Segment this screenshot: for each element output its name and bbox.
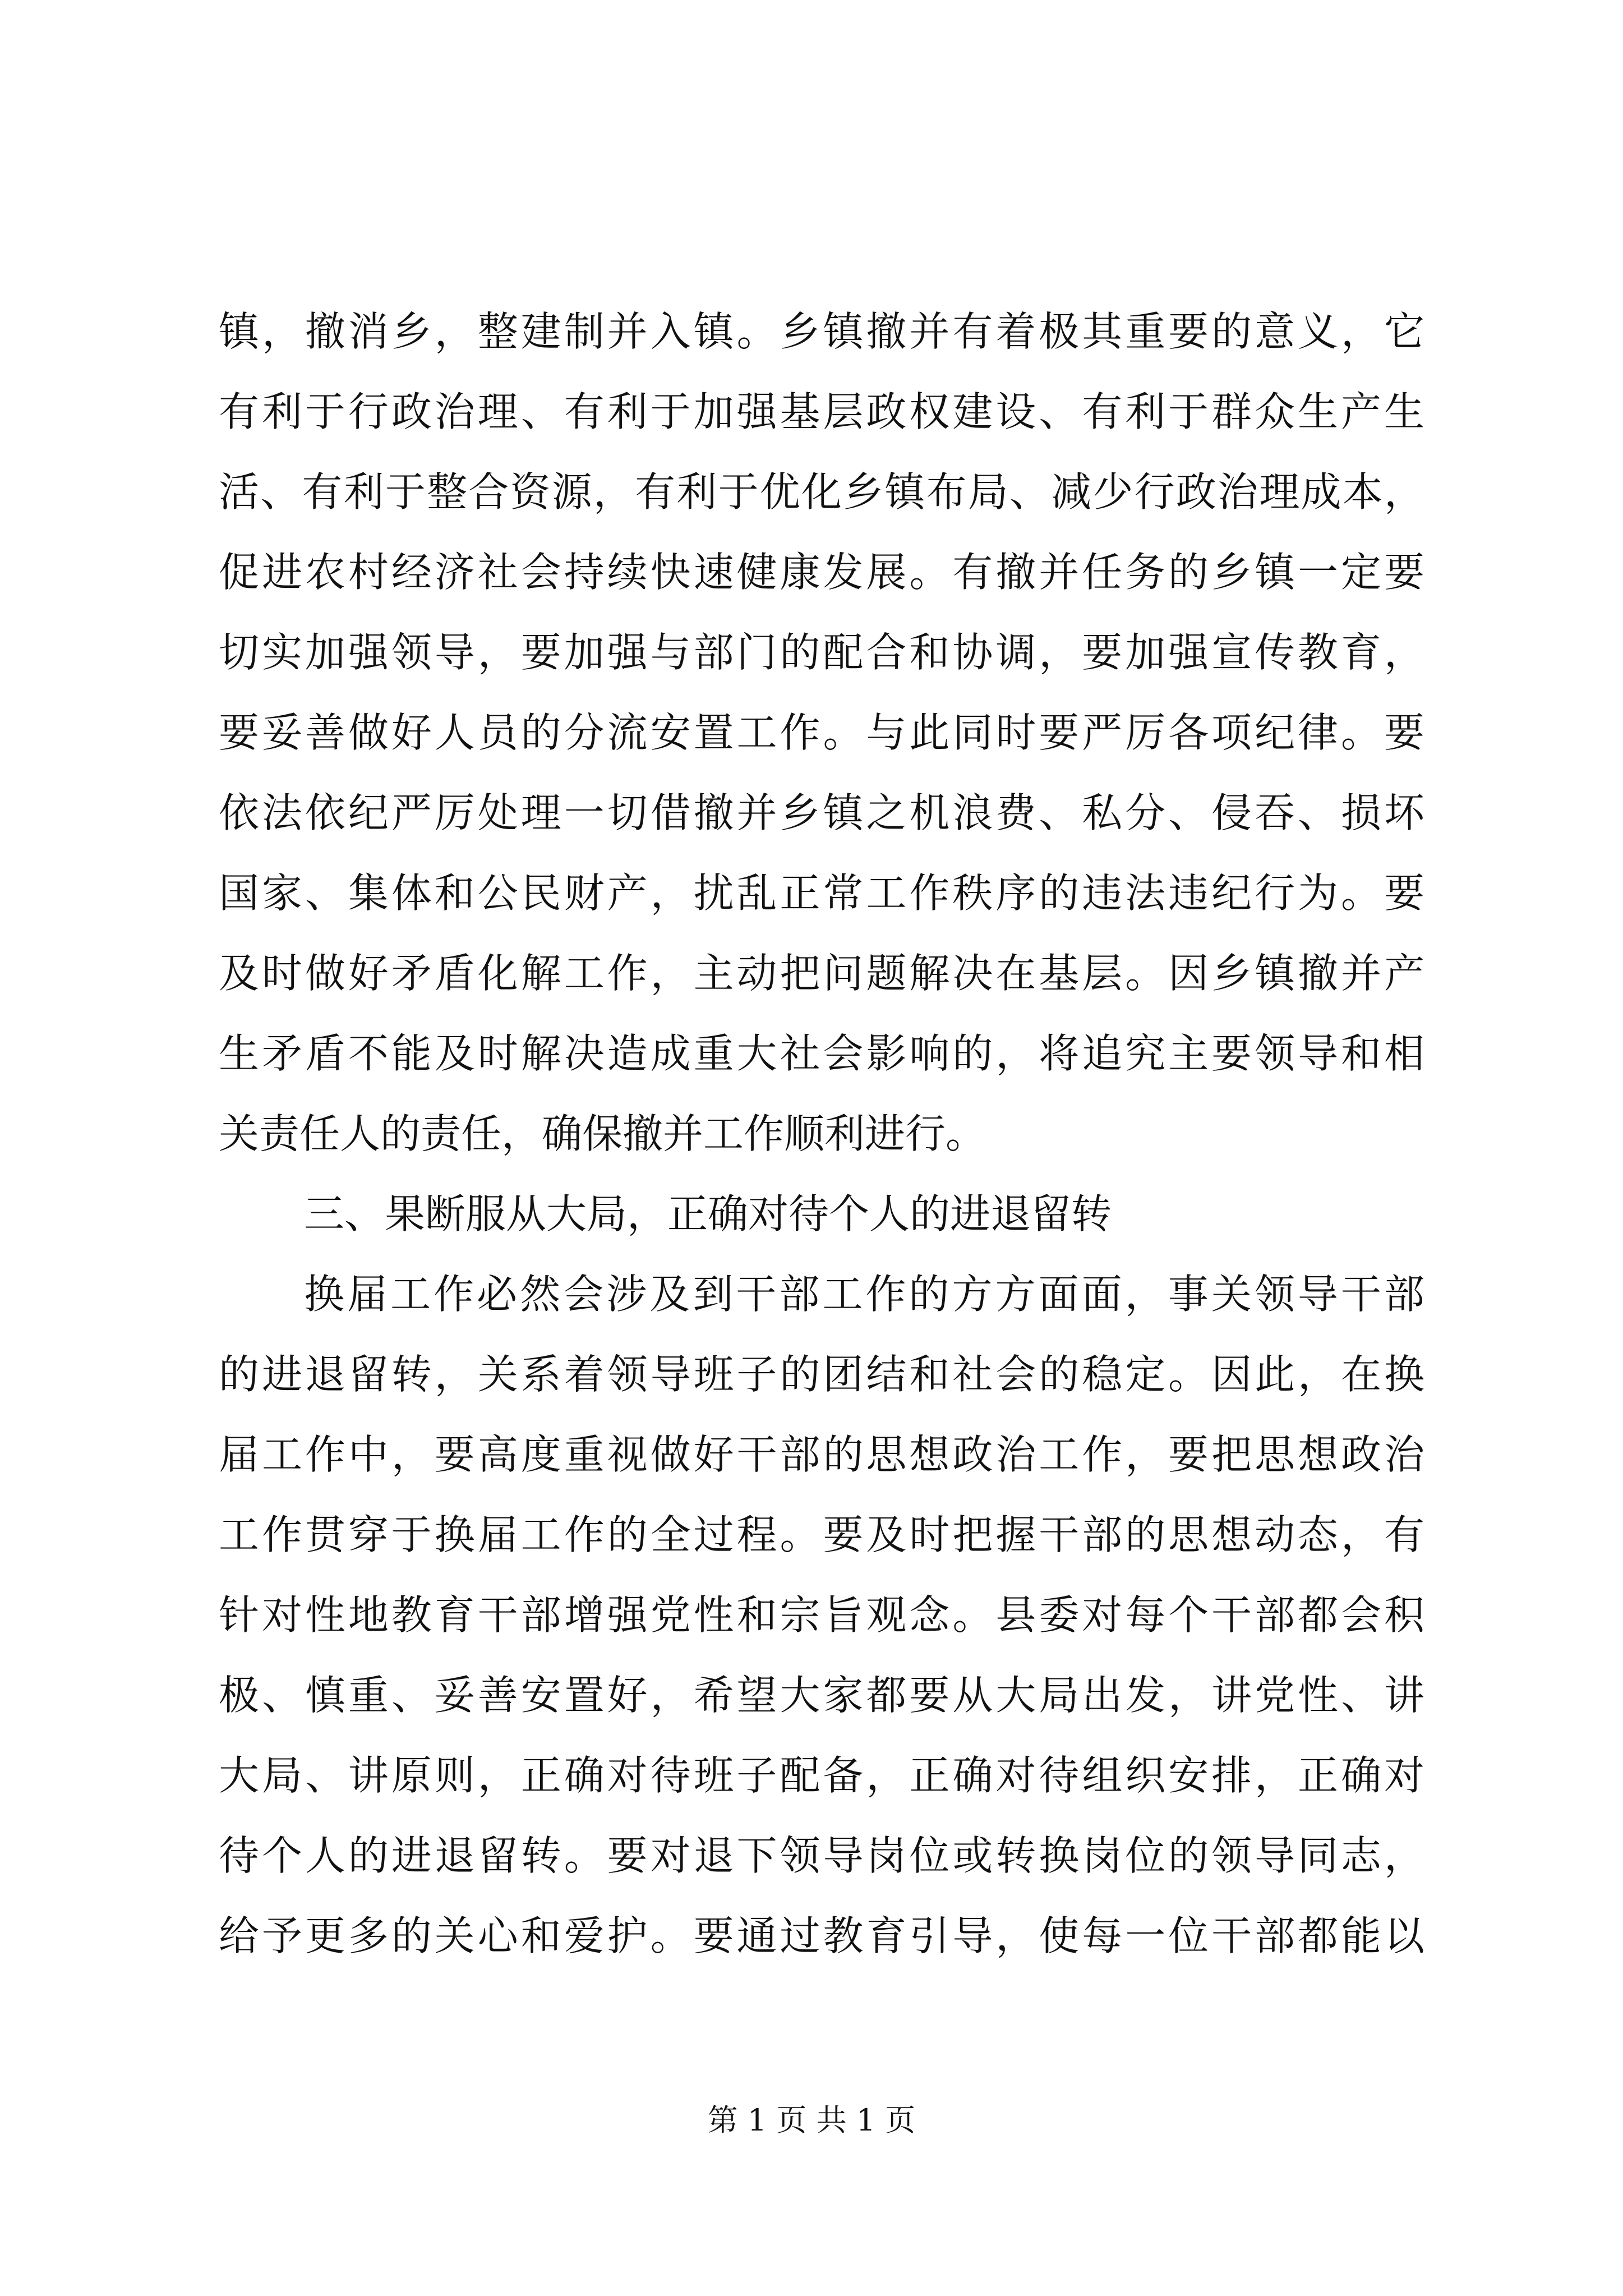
text-line: 生矛盾不能及时解决造成重大社会影响的，将追究主要领导和相 <box>219 1030 1424 1077</box>
text-line: 待个人的进退留转。要对退下领导岗位或转换岗位的领导同志， <box>219 1832 1424 1879</box>
text-line: 促进农村经济社会持续快速健康发展。有撤并任务的乡镇一定要 <box>219 549 1424 596</box>
text-line: 的进退留转，关系着领导班子的团结和社会的稳定。因此，在换 <box>219 1351 1424 1398</box>
text-line: 依法依纪严厉处理一切借撤并乡镇之机浪费、私分、侵吞、损坏 <box>219 789 1424 836</box>
text-line: 给予更多的关心和爱护。要通过教育引导，使每一位干部都能以 <box>219 1912 1424 1959</box>
text-line: 活、有利于整合资源，有利于优化乡镇布局、减少行政治理成本， <box>219 468 1424 516</box>
text-line: 国家、集体和公民财产，扰乱正常工作秩序的违法违纪行为。要 <box>219 869 1424 917</box>
paragraph-first-line: 换届工作必然会涉及到干部工作的方方面面，事关领导干部 <box>304 1271 1424 1318</box>
text-line: 要妥善做好人员的分流安置工作。与此同时要严厉各项纪律。要 <box>219 709 1424 756</box>
text-line: 届工作中，要高度重视做好干部的思想政治工作，要把思想政治 <box>219 1431 1424 1478</box>
text-line: 关责任人的责任，确保撤并工作顺利进行。 <box>219 1110 986 1157</box>
text-line: 切实加强领导，要加强与部门的配合和协调，要加强宣传教育， <box>219 629 1424 676</box>
text-line: 镇，撤消乡，整建制并入镇。乡镇撤并有着极其重要的意义，它 <box>219 308 1424 355</box>
body-text <box>219 292 1424 1976</box>
text-line: 及时做好矛盾化解工作，主动把问题解决在基层。因乡镇撤并产 <box>219 950 1424 997</box>
text-line: 针对性地教育干部增强党性和宗旨观念。县委对每个干部都会积 <box>219 1591 1424 1639</box>
text-line: 有利于行政治理、有利于加强基层政权建设、有利于群众生产生 <box>219 388 1424 435</box>
page-footer: 第 1 页 共 1 页 <box>707 2102 916 2138</box>
text-line: 工作贯穿于换届工作的全过程。要及时把握干部的思想动态，有 <box>219 1511 1424 1558</box>
text-line: 大局、讲原则，正确对待班子配备，正确对待组织安排，正确对 <box>219 1752 1424 1799</box>
section-heading: 三、果断服从大局，正确对待个人的进退留转 <box>304 1190 1112 1237</box>
text-line: 极、慎重、妥善安置好，希望大家都要从大局出发，讲党性、讲 <box>219 1672 1424 1719</box>
